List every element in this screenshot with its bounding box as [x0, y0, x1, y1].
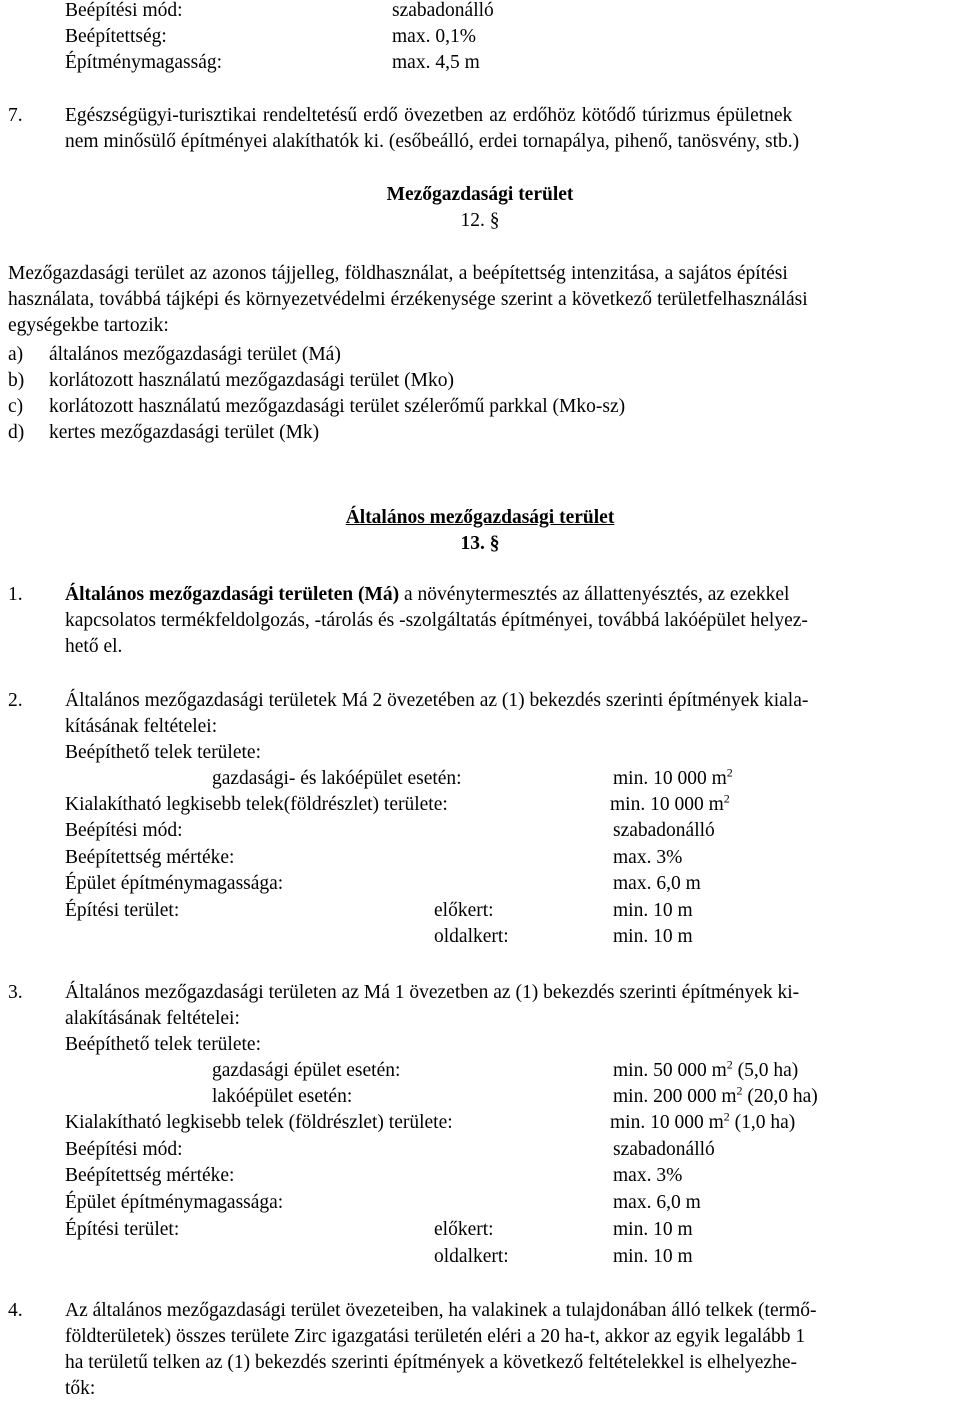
field-value-suffix: (1,0 ha): [729, 1112, 796, 1133]
field-label: gazdasági épület esetén:: [212, 1060, 401, 1081]
superscript: 2: [723, 1109, 730, 1124]
superscript: 2: [736, 1083, 743, 1098]
top-param-value: szabadonálló: [392, 0, 494, 21]
field-sublabel: előkert:: [434, 1219, 494, 1240]
item-number: 3.: [8, 982, 23, 1003]
item-number: 1.: [8, 584, 23, 605]
p3-line: Általános mezőgazdasági területen az Má 1 övezetben az (1) bekezdés szerinti építmények ki-: [65, 982, 800, 1003]
list-key: c): [8, 396, 24, 417]
field-label: Beépíthető telek területe:: [65, 1034, 261, 1055]
field-value: szabadonálló: [613, 820, 715, 841]
section-title: Mezőgazdasági terület: [386, 184, 574, 205]
paragraph-number: 13. §: [460, 533, 500, 554]
section-title: Általános mezőgazdasági terület: [345, 507, 615, 528]
p1-line: kapcsolatos termékfeldolgozás, -tárolás és -szolgáltatás építményei, továbbá lakóépület helyez-: [65, 610, 808, 631]
field-value: max. 6,0 m: [613, 1192, 701, 1213]
field-value-text: min. 10 000 m: [610, 794, 724, 815]
field-value-text: min. 200 000 m: [613, 1086, 737, 1107]
superscript: 2: [723, 791, 730, 806]
field-value: [613, 766, 733, 792]
field-label: Épület építménymagassága:: [65, 873, 284, 894]
paragraph-number: 12. §: [460, 210, 500, 231]
top-param-label: Beépítési mód:: [65, 0, 183, 21]
field-value: max. 3%: [613, 847, 683, 868]
item-number: 7.: [8, 105, 23, 126]
field-value: max. 6,0 m: [613, 873, 701, 894]
field-label: Építési terület:: [65, 900, 180, 921]
field-value: min. 10 m: [613, 926, 693, 947]
top-param-value: max. 0,1%: [392, 26, 476, 47]
item7-line: nem minősülő építményei alakíthatók ki. (esőbeálló, erdei tornapálya, pihenő, tanösvény, stb.): [65, 131, 800, 152]
list-key: b): [8, 370, 25, 391]
p2-line: kításának feltételei:: [65, 716, 218, 737]
field-label: Kialakítható legkisebb telek(földrészlet) területe:: [65, 794, 448, 815]
field-label: Kialakítható legkisebb telek (földrészlet) területe:: [65, 1112, 453, 1133]
field-label: Beépítési mód:: [65, 1139, 183, 1160]
field-value-text: min. 50 000 m: [613, 1060, 727, 1081]
field-value-text: min. 10 000 m: [610, 1112, 724, 1133]
field-value-suffix: (5,0 ha): [732, 1060, 799, 1081]
top-param-label: Építménymagasság:: [65, 52, 223, 73]
field-value-suffix: (20,0 ha): [742, 1086, 818, 1107]
field-value: max. 3%: [613, 1165, 683, 1186]
field-value-text: min. 10 000 m: [613, 768, 727, 789]
p1-line: hető el.: [65, 636, 123, 657]
item7-line: Egészségügyi-turisztikai rendeltetésű erdő övezetben az erdőhöz kötődő túrizmus épületnek: [65, 105, 793, 126]
p4-line: Az általános mezőgazdasági terület övezeteiben, ha valakinek a tulajdonában álló telkek (termő-: [65, 1300, 817, 1321]
p4-line: tők:: [65, 1378, 96, 1399]
list-item: korlátozott használatú mezőgazdasági terület szélerőmű parkkal (Mko-sz): [49, 396, 626, 417]
field-value: [610, 792, 730, 818]
field-label: Beépítési mód:: [65, 820, 183, 841]
field-sublabel: előkert:: [434, 900, 494, 921]
p1-rest: a növénytermesztés az állattenyésztés, az ezekkel: [399, 584, 790, 605]
field-label: Beépítettség mértéke:: [65, 847, 235, 868]
field-value: min. 10 m: [613, 900, 693, 921]
p2-line: Általános mezőgazdasági területek Má 2 övezetében az (1) bekezdés szerinti építmények kiala-: [65, 690, 809, 711]
list-item: általános mezőgazdasági terület (Má): [49, 344, 341, 365]
field-label: Beépíthető telek területe:: [65, 742, 261, 763]
field-label: Épület építménymagassága:: [65, 1192, 284, 1213]
field-label: Beépítettség mértéke:: [65, 1165, 235, 1186]
field-label: Építési terület:: [65, 1219, 180, 1240]
list-item: korlátozott használatú mezőgazdasági terület (Mko): [49, 370, 455, 391]
p4-line: földterületek) összes területe Zirc igazgatási területén eléri a 20 ha-t, akkor az egyik legalább 1: [65, 1326, 806, 1347]
field-value: [613, 1058, 798, 1084]
superscript: 2: [726, 765, 733, 780]
intro-line: Mezőgazdasági terület az azonos tájjelleg, földhasználat, a beépítettség intenzitása, a sajátos építési: [8, 263, 788, 284]
top-param-label: Beépítettség:: [65, 26, 167, 47]
field-sublabel: oldalkert:: [434, 926, 509, 947]
item-number: 4.: [8, 1300, 23, 1321]
field-value: szabadonálló: [613, 1139, 715, 1160]
item-number: 2.: [8, 690, 23, 711]
field-value: [613, 1084, 818, 1110]
field-sublabel: oldalkert:: [434, 1246, 509, 1267]
field-label: gazdasági- és lakóépület esetén:: [212, 768, 462, 789]
top-param-value: max. 4,5 m: [392, 52, 480, 73]
p1-bold: Általános mezőgazdasági területen (Má): [65, 584, 400, 605]
list-key: a): [8, 344, 24, 365]
list-key: d): [8, 422, 25, 443]
p1-line: [65, 582, 789, 608]
p3-line: alakításának feltételei:: [65, 1008, 240, 1029]
field-value: [610, 1110, 795, 1136]
list-item: kertes mezőgazdasági terület (Mk): [49, 422, 320, 443]
field-value: min. 10 m: [613, 1219, 693, 1240]
field-label: lakóépület esetén:: [212, 1086, 353, 1107]
p4-line: ha területű telken az (1) bekezdés szerinti építmények a következő feltételekkel is elhelyezhe-: [65, 1352, 797, 1373]
intro-line: egységekbe tartozik:: [8, 315, 169, 336]
intro-line: használata, továbbá tájképi és környezetvédelmi érzékenysége szerint a következő területfelhasználási: [8, 289, 808, 310]
field-value: min. 10 m: [613, 1246, 693, 1267]
superscript: 2: [726, 1057, 733, 1072]
